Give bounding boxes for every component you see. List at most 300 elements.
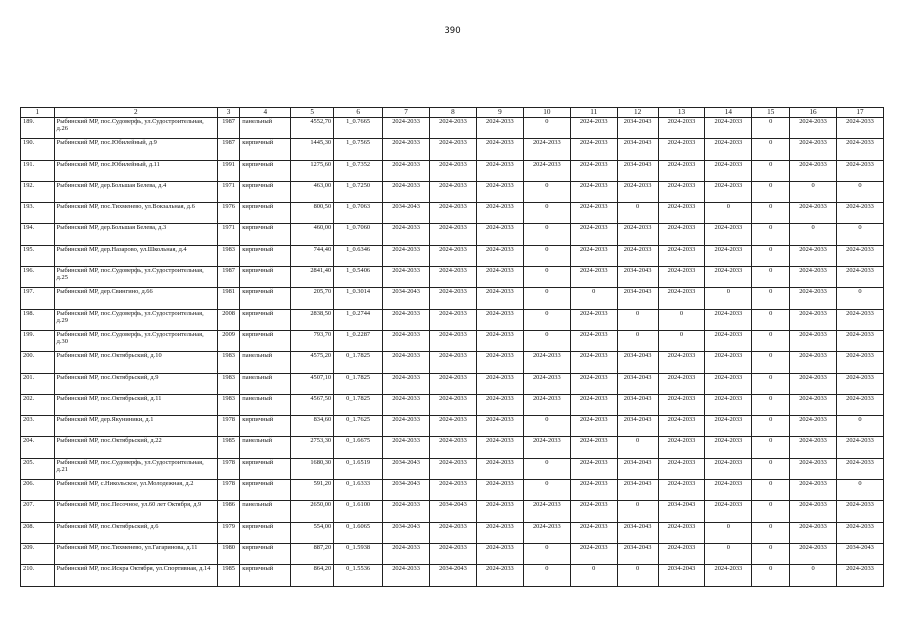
page-number: 390 bbox=[444, 26, 461, 36]
table-row bbox=[21, 352, 884, 373]
table-cell: 1978 bbox=[217, 480, 239, 501]
table-cell: 0 bbox=[752, 288, 790, 309]
table-cell: 0_1.6519 bbox=[334, 458, 383, 479]
table-cell: 0_1.7625 bbox=[334, 416, 383, 437]
table-cell: 4507,10 bbox=[291, 373, 334, 394]
table-cell: 0 bbox=[837, 288, 884, 309]
table-cell: 2024-2033 bbox=[523, 160, 570, 181]
table-row bbox=[21, 267, 884, 288]
table-cell: 1986 bbox=[217, 501, 239, 522]
table-cell: 205. bbox=[21, 458, 55, 479]
table-cell: 2024-2033 bbox=[837, 501, 884, 522]
table-cell: 1_0.7060 bbox=[334, 224, 383, 245]
table-cell: Рыбинский МР, пос.Судоверфь, ул.Судостроительная, д.26 bbox=[54, 118, 217, 139]
table-cell: кирпичный bbox=[240, 543, 291, 564]
table-row bbox=[21, 203, 884, 224]
table-cell: 2024-2033 bbox=[430, 458, 477, 479]
column-number-header: 8 bbox=[430, 108, 477, 118]
table-cell: Рыбинский МР, пос.Песочное, ул.60 лет Октября, д.9 bbox=[54, 501, 217, 522]
table-cell: 2024-2033 bbox=[430, 245, 477, 266]
table-cell: 1_0.7063 bbox=[334, 203, 383, 224]
table-cell: 2024-2033 bbox=[523, 394, 570, 415]
table-cell: 2024-2033 bbox=[617, 224, 658, 245]
table-cell: 2024-2033 bbox=[837, 245, 884, 266]
table-cell: 864,20 bbox=[291, 565, 334, 586]
table-cell: 2024-2033 bbox=[523, 373, 570, 394]
table-cell: 2024-2033 bbox=[570, 373, 617, 394]
table-row bbox=[21, 394, 884, 415]
table-cell: 887,20 bbox=[291, 543, 334, 564]
table-cell: 2024-2033 bbox=[705, 309, 752, 330]
table-cell: 2024-2033 bbox=[837, 437, 884, 458]
table-cell: 2024-2033 bbox=[476, 288, 523, 309]
table-cell: Рыбинский МР, пос.Октябрьский, д.10 bbox=[54, 352, 217, 373]
table-cell: 2024-2033 bbox=[705, 139, 752, 160]
table-cell: 190. bbox=[21, 139, 55, 160]
table-cell: 0 bbox=[752, 522, 790, 543]
table-cell: Рыбинский МР, дер.Большая Белева, д.3 bbox=[54, 224, 217, 245]
table-cell: 2024-2033 bbox=[790, 373, 837, 394]
table-cell: 2024-2033 bbox=[837, 203, 884, 224]
table-cell: 2034-2043 bbox=[617, 118, 658, 139]
table-row bbox=[21, 139, 884, 160]
table-cell: 0 bbox=[523, 480, 570, 501]
table-cell: кирпичный bbox=[240, 416, 291, 437]
column-number-header: 17 bbox=[837, 108, 884, 118]
table-cell: 194. bbox=[21, 224, 55, 245]
table-cell: 2034-2043 bbox=[658, 501, 705, 522]
table-cell: Рыбинский МР, пос.Юбилейный, д.11 bbox=[54, 160, 217, 181]
table-cell: 0_1.5938 bbox=[334, 543, 383, 564]
table-cell: 204. bbox=[21, 437, 55, 458]
table-cell: 199. bbox=[21, 330, 55, 351]
table-cell: 554,00 bbox=[291, 522, 334, 543]
column-number-header: 5 bbox=[291, 108, 334, 118]
table-cell: 2024-2033 bbox=[705, 181, 752, 202]
table-cell: 2024-2033 bbox=[570, 352, 617, 373]
table-cell: 800,50 bbox=[291, 203, 334, 224]
table-cell: 0 bbox=[617, 501, 658, 522]
table-row bbox=[21, 480, 884, 501]
table-cell: 1_0.3014 bbox=[334, 288, 383, 309]
table-cell: 0 bbox=[837, 416, 884, 437]
table-cell: 2034-2043 bbox=[617, 267, 658, 288]
table-cell: 0 bbox=[752, 309, 790, 330]
table-cell: кирпичный bbox=[240, 224, 291, 245]
table-cell: 2024-2033 bbox=[705, 330, 752, 351]
table-row bbox=[21, 181, 884, 202]
table-cell: 2034-2043 bbox=[617, 458, 658, 479]
table-cell: панельный bbox=[240, 394, 291, 415]
table-cell: 0 bbox=[752, 394, 790, 415]
table-cell: 2024-2033 bbox=[383, 330, 430, 351]
table-cell: 2024-2033 bbox=[383, 160, 430, 181]
table-cell: 1971 bbox=[217, 181, 239, 202]
table-cell: 2841,40 bbox=[291, 267, 334, 288]
table-cell: 2024-2033 bbox=[658, 203, 705, 224]
table-cell: 2024-2033 bbox=[430, 288, 477, 309]
table-cell: 2024-2033 bbox=[476, 373, 523, 394]
table-cell: 2024-2033 bbox=[705, 245, 752, 266]
table-cell: Рыбинский МР, пос.Судоверфь, ул.Судостроительная, д.30 bbox=[54, 330, 217, 351]
column-number-header: 2 bbox=[54, 108, 217, 118]
table-cell: 2024-2033 bbox=[790, 288, 837, 309]
table-cell: 202. bbox=[21, 394, 55, 415]
table-cell: Рыбинский МР, пос.Искра Октября, ул.Спортивная, д.14 bbox=[54, 565, 217, 586]
table-cell: Рыбинский МР, пос.Октябрьский, д.11 bbox=[54, 394, 217, 415]
table-cell: 2024-2033 bbox=[570, 309, 617, 330]
table-cell: 2024-2033 bbox=[790, 309, 837, 330]
table-cell: 2024-2033 bbox=[476, 309, 523, 330]
column-number-header: 6 bbox=[334, 108, 383, 118]
table-cell: 0 bbox=[752, 458, 790, 479]
table-cell: Рыбинский МР, пос.Октябрьский, д.22 bbox=[54, 437, 217, 458]
table-row bbox=[21, 501, 884, 522]
table-cell: 2024-2033 bbox=[837, 373, 884, 394]
table-cell: 1445,30 bbox=[291, 139, 334, 160]
table-cell: 1_0.7665 bbox=[334, 118, 383, 139]
table-cell: 2024-2033 bbox=[658, 288, 705, 309]
table-cell: Рыбинский МР, пос.Судоверфь, ул.Судостроительная, д.25 bbox=[54, 267, 217, 288]
table-row bbox=[21, 565, 884, 586]
table-cell: 2024-2033 bbox=[383, 224, 430, 245]
table-cell: 0 bbox=[705, 203, 752, 224]
column-number-header: 3 bbox=[217, 108, 239, 118]
table-row bbox=[21, 224, 884, 245]
table-cell: 2034-2043 bbox=[617, 373, 658, 394]
table-cell: 2024-2033 bbox=[476, 203, 523, 224]
table-cell: 2024-2033 bbox=[523, 437, 570, 458]
table-cell: 0 bbox=[790, 565, 837, 586]
table-cell: 1978 bbox=[217, 458, 239, 479]
table-cell: 2024-2033 bbox=[570, 522, 617, 543]
table-cell: 0 bbox=[523, 118, 570, 139]
table-cell: 2024-2033 bbox=[790, 203, 837, 224]
table-cell: 0 bbox=[752, 181, 790, 202]
column-number-header: 15 bbox=[752, 108, 790, 118]
table-cell: 2024-2033 bbox=[476, 437, 523, 458]
table-cell: 0 bbox=[523, 267, 570, 288]
table-cell: 2024-2033 bbox=[476, 224, 523, 245]
table-cell: кирпичный bbox=[240, 139, 291, 160]
table-cell: 591,20 bbox=[291, 480, 334, 501]
table-cell: 2024-2033 bbox=[790, 394, 837, 415]
table-cell: 2024-2033 bbox=[617, 245, 658, 266]
table-cell: кирпичный bbox=[240, 160, 291, 181]
table-cell: 2034-2043 bbox=[617, 352, 658, 373]
table-cell: 2024-2033 bbox=[790, 522, 837, 543]
table-cell: 2024-2033 bbox=[476, 416, 523, 437]
table-cell: 0 bbox=[705, 522, 752, 543]
table-cell: 2024-2033 bbox=[570, 245, 617, 266]
table-cell: 1_0.5406 bbox=[334, 267, 383, 288]
table-cell: 0 bbox=[523, 543, 570, 564]
table-cell: 2024-2033 bbox=[383, 181, 430, 202]
table-cell: Рыбинский МР, дер.Якуниники, д.1 bbox=[54, 416, 217, 437]
table-cell: 1_0.2287 bbox=[334, 330, 383, 351]
table-cell: кирпичный bbox=[240, 330, 291, 351]
table-cell: Рыбинский МР, пос.Октябрьский, д.6 bbox=[54, 522, 217, 543]
table-cell: панельный bbox=[240, 437, 291, 458]
table-cell: кирпичный bbox=[240, 458, 291, 479]
table-cell: 209. bbox=[21, 543, 55, 564]
table-cell: 0_1.6333 bbox=[334, 480, 383, 501]
table-cell: 2034-2043 bbox=[383, 288, 430, 309]
table-cell: 2024-2033 bbox=[383, 416, 430, 437]
table-cell: 2024-2033 bbox=[790, 543, 837, 564]
table-cell: 2024-2033 bbox=[383, 352, 430, 373]
table-cell: 0 bbox=[658, 330, 705, 351]
table-cell: 2024-2033 bbox=[705, 394, 752, 415]
table-row bbox=[21, 373, 884, 394]
table-cell: 0 bbox=[752, 437, 790, 458]
table-cell: 2024-2033 bbox=[570, 139, 617, 160]
table-cell: 2024-2033 bbox=[658, 267, 705, 288]
table-cell: 2024-2033 bbox=[476, 458, 523, 479]
table-cell: 2024-2033 bbox=[430, 373, 477, 394]
table-cell: 2024-2033 bbox=[430, 309, 477, 330]
table-cell: 2034-2043 bbox=[837, 543, 884, 564]
table-cell: Рыбинский МР, дер.Большая Белева, д.4 bbox=[54, 181, 217, 202]
table-cell: 2024-2033 bbox=[570, 224, 617, 245]
table-cell: 0_1.7825 bbox=[334, 352, 383, 373]
table-cell: 2024-2033 bbox=[570, 394, 617, 415]
table-cell: 2024-2033 bbox=[476, 394, 523, 415]
table-cell: 2024-2033 bbox=[705, 501, 752, 522]
table-cell: 2034-2043 bbox=[617, 394, 658, 415]
table-cell: 1980 bbox=[217, 543, 239, 564]
table-cell: 0 bbox=[523, 309, 570, 330]
table-cell: 2024-2033 bbox=[570, 480, 617, 501]
table-cell: 1976 bbox=[217, 203, 239, 224]
table-cell: 0 bbox=[617, 437, 658, 458]
table-cell: 0 bbox=[523, 288, 570, 309]
table-cell: 1983 bbox=[217, 373, 239, 394]
table-cell: 793,70 bbox=[291, 330, 334, 351]
table-cell: 2024-2033 bbox=[658, 522, 705, 543]
table-cell: 1983 bbox=[217, 394, 239, 415]
table-cell: 0 bbox=[752, 160, 790, 181]
table-cell: 206. bbox=[21, 480, 55, 501]
table-cell: 1985 bbox=[217, 565, 239, 586]
table-cell: 0_1.5536 bbox=[334, 565, 383, 586]
table-cell: кирпичный bbox=[240, 309, 291, 330]
column-number-header: 10 bbox=[523, 108, 570, 118]
table-cell: 1_0.2744 bbox=[334, 309, 383, 330]
table-cell: 2024-2033 bbox=[570, 543, 617, 564]
table-cell: 0 bbox=[790, 181, 837, 202]
table-cell: 0 bbox=[705, 288, 752, 309]
table-cell: 2024-2033 bbox=[430, 118, 477, 139]
table-cell: 0 bbox=[523, 565, 570, 586]
table-cell: 2024-2033 bbox=[430, 543, 477, 564]
table-cell: 196. bbox=[21, 267, 55, 288]
table-cell: 2034-2043 bbox=[383, 480, 430, 501]
table-cell: 1_0.7250 bbox=[334, 181, 383, 202]
table-cell: 0 bbox=[752, 330, 790, 351]
column-number-header: 12 bbox=[617, 108, 658, 118]
table-cell: 2024-2033 bbox=[383, 118, 430, 139]
table-cell: 2024-2033 bbox=[383, 267, 430, 288]
table-cell: 2024-2033 bbox=[570, 160, 617, 181]
table-row bbox=[21, 288, 884, 309]
table-row bbox=[21, 160, 884, 181]
table-cell: 2024-2033 bbox=[705, 565, 752, 586]
table-cell: панельный bbox=[240, 501, 291, 522]
table-cell: 0 bbox=[752, 543, 790, 564]
table-cell: 0_1.6065 bbox=[334, 522, 383, 543]
table-cell: 195. bbox=[21, 245, 55, 266]
table-cell: 1981 bbox=[217, 288, 239, 309]
table-cell: 2034-2043 bbox=[383, 458, 430, 479]
table-cell: 2034-2043 bbox=[617, 522, 658, 543]
table-cell: 1_0.6346 bbox=[334, 245, 383, 266]
table-cell: кирпичный bbox=[240, 203, 291, 224]
column-number-header: 16 bbox=[790, 108, 837, 118]
table-cell: 2024-2033 bbox=[476, 245, 523, 266]
table-cell: 0 bbox=[752, 373, 790, 394]
table-cell: 2024-2033 bbox=[523, 501, 570, 522]
table-cell: 2008 bbox=[217, 309, 239, 330]
table-cell: панельный bbox=[240, 373, 291, 394]
table-cell: 2024-2033 bbox=[476, 543, 523, 564]
table-cell: 2034-2043 bbox=[383, 522, 430, 543]
table-cell: 2024-2033 bbox=[658, 543, 705, 564]
table-cell: кирпичный bbox=[240, 267, 291, 288]
table-cell: кирпичный bbox=[240, 480, 291, 501]
column-number-header: 7 bbox=[383, 108, 430, 118]
table-cell: Рыбинский МР, пос.Юбилейный, д.9 bbox=[54, 139, 217, 160]
table-cell: 2024-2033 bbox=[658, 181, 705, 202]
table-cell: 0 bbox=[752, 480, 790, 501]
table-row bbox=[21, 330, 884, 351]
table-cell: 2024-2033 bbox=[790, 118, 837, 139]
table-cell: 2024-2033 bbox=[476, 330, 523, 351]
table-cell: 0 bbox=[790, 224, 837, 245]
table-cell: 1983 bbox=[217, 245, 239, 266]
table-row bbox=[21, 522, 884, 543]
table-cell: 2024-2033 bbox=[570, 181, 617, 202]
table-cell: 2024-2033 bbox=[790, 352, 837, 373]
table-cell: 2024-2033 bbox=[705, 160, 752, 181]
table-cell: 2024-2033 bbox=[658, 480, 705, 501]
table-cell: 2024-2033 bbox=[383, 245, 430, 266]
table-cell: 0 bbox=[752, 267, 790, 288]
table-cell: 2024-2033 bbox=[430, 181, 477, 202]
table-cell: 0 bbox=[752, 416, 790, 437]
column-number-header: 13 bbox=[658, 108, 705, 118]
table-cell: 2024-2033 bbox=[430, 224, 477, 245]
table-cell: 0 bbox=[523, 330, 570, 351]
table-cell: 2024-2033 bbox=[790, 160, 837, 181]
table-cell: 2009 bbox=[217, 330, 239, 351]
table-cell: 197. bbox=[21, 288, 55, 309]
table-cell: 2024-2033 bbox=[570, 458, 617, 479]
table-cell: 1983 bbox=[217, 352, 239, 373]
table-cell: 2024-2033 bbox=[430, 416, 477, 437]
table-cell: 2024-2033 bbox=[476, 160, 523, 181]
table-cell: 2024-2033 bbox=[383, 139, 430, 160]
table-cell: 2024-2033 bbox=[705, 352, 752, 373]
table-cell: 2024-2033 bbox=[476, 565, 523, 586]
table-cell: 191. bbox=[21, 160, 55, 181]
table-cell: 0 bbox=[523, 245, 570, 266]
table-cell: Рыбинский МР, дер.Назарово, ул.Школьная, д.4 bbox=[54, 245, 217, 266]
table-cell: 0 bbox=[658, 309, 705, 330]
table-cell: 0 bbox=[570, 288, 617, 309]
table-cell: 0 bbox=[523, 416, 570, 437]
table-row bbox=[21, 245, 884, 266]
table-cell: 0 bbox=[523, 458, 570, 479]
table-cell: 201. bbox=[21, 373, 55, 394]
table-cell: 463,00 bbox=[291, 181, 334, 202]
table-cell: 2024-2033 bbox=[476, 181, 523, 202]
table-cell: 0 bbox=[523, 224, 570, 245]
table-cell: 0 bbox=[752, 203, 790, 224]
table-cell: 2034-2043 bbox=[617, 288, 658, 309]
table-cell: 2024-2033 bbox=[790, 245, 837, 266]
table-cell: 2024-2033 bbox=[705, 267, 752, 288]
table-cell: 2024-2033 bbox=[790, 416, 837, 437]
table-cell: 0_1.7825 bbox=[334, 373, 383, 394]
table-cell: 2024-2033 bbox=[790, 480, 837, 501]
table-cell: 2024-2033 bbox=[383, 309, 430, 330]
table-cell: 2024-2033 bbox=[476, 480, 523, 501]
table-cell: 1680,30 bbox=[291, 458, 334, 479]
table-cell: 460,00 bbox=[291, 224, 334, 245]
table-cell: 2024-2033 bbox=[837, 352, 884, 373]
table-cell: 0 bbox=[837, 480, 884, 501]
table-cell: кирпичный bbox=[240, 522, 291, 543]
table-cell: 2034-2043 bbox=[617, 416, 658, 437]
table-cell: 192. bbox=[21, 181, 55, 202]
table-cell: 2024-2033 bbox=[837, 267, 884, 288]
table-cell: 1979 bbox=[217, 522, 239, 543]
table-cell: 1991 bbox=[217, 160, 239, 181]
table-cell: 0 bbox=[752, 352, 790, 373]
table-cell: 1985 bbox=[217, 437, 239, 458]
table-cell: 2024-2033 bbox=[658, 118, 705, 139]
table-cell: 2024-2033 bbox=[430, 437, 477, 458]
table-cell: 1275,60 bbox=[291, 160, 334, 181]
table-cell: Рыбинский МР, пос.Тихменево, ул.Вокзальная, д.6 bbox=[54, 203, 217, 224]
table-cell: 2024-2033 bbox=[570, 118, 617, 139]
table-cell: 2024-2033 bbox=[790, 437, 837, 458]
table-cell: 2024-2033 bbox=[658, 245, 705, 266]
column-number-header: 14 bbox=[705, 108, 752, 118]
table-cell: 2034-2043 bbox=[617, 543, 658, 564]
table-cell: Рыбинский МР, пос.Октябрьский, д.9 bbox=[54, 373, 217, 394]
table-cell: 2024-2033 bbox=[430, 352, 477, 373]
table-cell: 2024-2033 bbox=[476, 118, 523, 139]
table-cell: панельный bbox=[240, 352, 291, 373]
table-cell: 0 bbox=[523, 181, 570, 202]
column-number-header: 11 bbox=[570, 108, 617, 118]
table-cell: 2024-2033 bbox=[705, 480, 752, 501]
table-cell: 2024-2033 bbox=[617, 181, 658, 202]
table-cell: 0_1.6675 bbox=[334, 437, 383, 458]
table-cell: 0 bbox=[752, 224, 790, 245]
table-cell: 2024-2033 bbox=[570, 203, 617, 224]
table-cell: Рыбинский МР, пос.Судоверфь, ул.Судостроительная, д.29 bbox=[54, 309, 217, 330]
table-cell: 2024-2033 bbox=[658, 352, 705, 373]
table-cell: 2034-2043 bbox=[617, 480, 658, 501]
table-cell: 1987 bbox=[217, 118, 239, 139]
table-cell: 198. bbox=[21, 309, 55, 330]
table-cell: 2024-2033 bbox=[837, 522, 884, 543]
table-cell: 2034-2043 bbox=[383, 203, 430, 224]
table-cell: 0 bbox=[705, 543, 752, 564]
